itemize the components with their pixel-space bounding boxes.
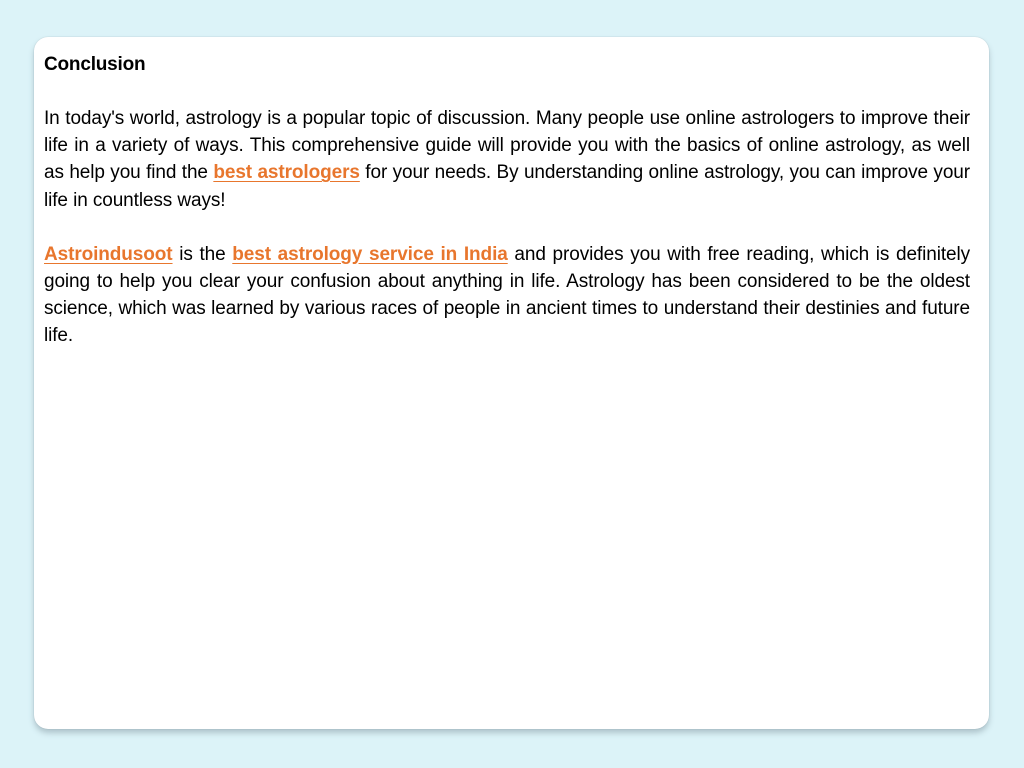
paragraph-service-text-2: and provides you with free reading, which is definitely going to help you clear your confusion about anything in life. Astrology has been considered to be the oldest science, which was learned by various races of people in ancient times to understand their destinies and future life. [44, 243, 970, 347]
content-card [34, 37, 989, 729]
best-astrologers-link[interactable]: best astrologers [213, 162, 360, 184]
paragraph-service-text-1: is the [172, 243, 233, 265]
paragraph-intro [44, 105, 970, 214]
best-astrology-service-link[interactable]: best astrology service in India [232, 243, 508, 265]
paragraph-intro-text-1: In today's world, astrology is a popular topic of discussion. Many people use online astrologers to improve their life in a variety of ways. This comprehensive guide will provide you with the basics of online astrology, as well as help you find the [44, 108, 970, 184]
astroindusoot-link[interactable]: Astroindusoot [44, 243, 173, 265]
paragraph-service [44, 241, 970, 350]
paragraph-intro-text-2: for your needs. By understanding online astrology, you can improve your life in countless ways! [44, 162, 970, 211]
section-title: Conclusion [44, 54, 146, 75]
